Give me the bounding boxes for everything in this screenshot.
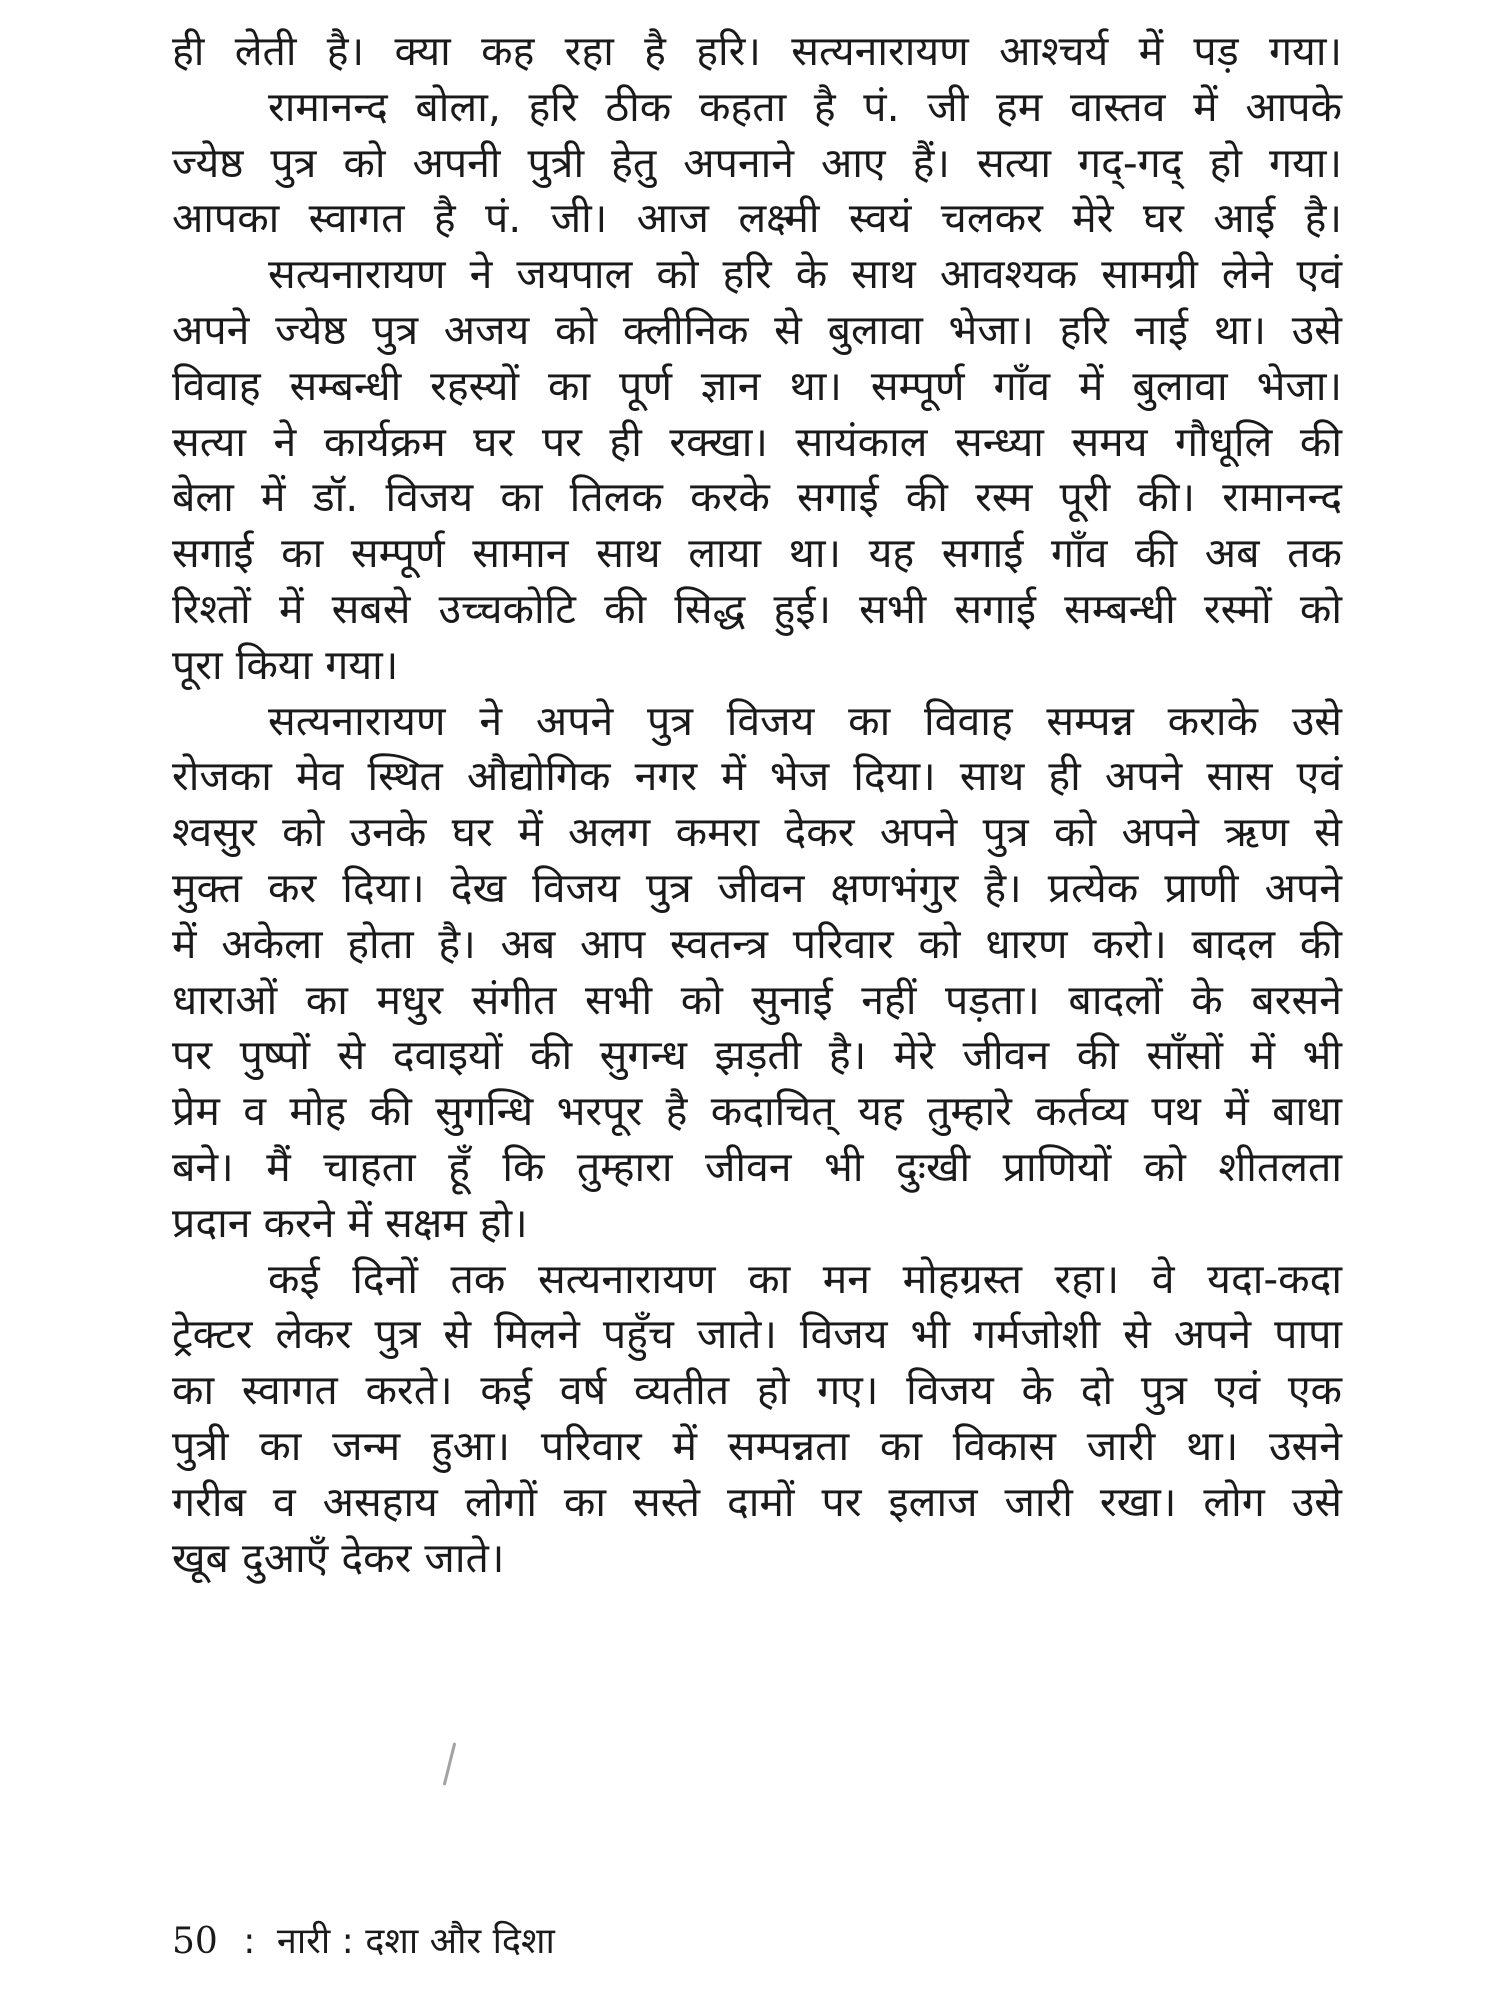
text-line: मुक्त कर दिया। देख विजय पुत्र जीवन क्षणभंगुर है। प्रत्येक प्राणी अपने	[172, 863, 1342, 912]
text-line: बने। मैं चाहता हूँ कि तुम्हारा जीवन भी दुःखी प्राणियों को शीतलता	[172, 1142, 1342, 1191]
footer-separator: :	[243, 1921, 256, 1962]
text-line: विवाह सम्बन्धी रहस्यों का पूर्ण ज्ञान था। सम्पूर्ण गाँव में बुलावा भेजा।	[172, 361, 1342, 410]
page-number: 50	[172, 1921, 218, 1962]
text-line: रोजका मेव स्थित औद्योगिक नगर में भेज दिया। साथ ही अपने सास एवं	[172, 752, 1342, 801]
text-line: ट्रेक्टर लेकर पुत्र से मिलने पहुँच जाते। विजय भी गर्मजोशी से अपने पापा	[172, 1310, 1342, 1359]
book-title: नारी : दशा और दिशा	[276, 1921, 555, 1962]
text-line: बेला में डॉ. विजय का तिलक करके सगाई की रस्म पूरी की। रामानन्द	[172, 473, 1342, 522]
scan-smudge-mark	[443, 1742, 457, 1785]
page-footer	[172, 1920, 555, 1964]
text-line: अपने ज्येष्ठ पुत्र अजय को क्लीनिक से बुलावा भेजा। हरि नाई था। उसे	[172, 305, 1342, 354]
text-line: सत्या ने कार्यक्रम घर पर ही रक्खा। सायंकाल सन्ध्या समय गौधूलि की	[172, 417, 1342, 466]
text-line: श्वसुर को उनके घर में अलग कमरा देकर अपने पुत्र को अपने ऋण से	[172, 808, 1342, 857]
paragraph-end-line: प्रदान करने में सक्षम हो।	[172, 1198, 528, 1247]
text-line: में अकेला होता है। अब आप स्वतन्त्र परिवार को धारण करो। बादल की	[172, 919, 1342, 968]
page-text-body	[172, 24, 1342, 1586]
text-line: रिश्तों में सबसे उच्चकोटि की सिद्ध हुई। सभी सगाई सम्बन्धी रस्मों को	[172, 584, 1342, 633]
text-line: का स्वागत करते। कई वर्ष व्यतीत हो गए। विजय के दो पुत्र एवं एक	[172, 1366, 1342, 1415]
paragraph-start-line: सत्यनारायण ने जयपाल को हरि के साथ आवश्यक सामग्री लेने एवं	[268, 250, 1342, 299]
paragraph-start-line: कई दिनों तक सत्यनारायण का मन मोहग्रस्त रहा। वे यदा-कदा	[268, 1254, 1342, 1303]
paragraph-start-line: सत्यनारायण ने अपने पुत्र विजय का विवाह सम्पन्न कराके उसे	[268, 696, 1342, 745]
paragraph-start-line: रामानन्द बोला, हरि ठीक कहता है पं. जी हम वास्तव में आपके	[268, 82, 1342, 131]
paragraph-end-line: खूब दुआएँ देकर जाते।	[172, 1533, 505, 1582]
text-line: ही लेती है। क्या कह रहा है हरि। सत्यनारायण आश्चर्य में पड़ गया।	[172, 27, 1342, 75]
text-line: गरीब व असहाय लोगों का सस्ते दामों पर इलाज जारी रखा। लोग उसे	[172, 1477, 1342, 1526]
text-line: प्रेम व मोह की सुगन्धि भरपूर है कदाचित्‌ यह तुम्हारे कर्तव्य पथ में बाधा	[172, 1087, 1342, 1136]
text-line: ज्येष्ठ पुत्र को अपनी पुत्री हेतु अपनाने आए हैं। सत्या गद्‌-गद्‌ हो गया।	[172, 138, 1342, 187]
text-line: पुत्री का जन्म हुआ। परिवार में सम्पन्नता का विकास जारी था। उसने	[172, 1421, 1342, 1470]
text-line: धाराओं का मधुर संगीत सभी को सुनाई नहीं पड़ता। बादलों के बरसने	[172, 975, 1342, 1024]
text-line: सगाई का सम्पूर्ण सामान साथ लाया था। यह सगाई गाँव की अब तक	[172, 529, 1342, 578]
paragraph-end-line: पूरा किया गया।	[172, 640, 399, 689]
text-line: आपका स्वागत है पं. जी। आज लक्ष्मी स्वयं चलकर मेरे घर आई है।	[172, 194, 1342, 243]
text-line: पर पुष्पों से दवाइयों की सुगन्ध झड़ती है। मेरे जीवन की साँसों में भी	[172, 1031, 1342, 1080]
